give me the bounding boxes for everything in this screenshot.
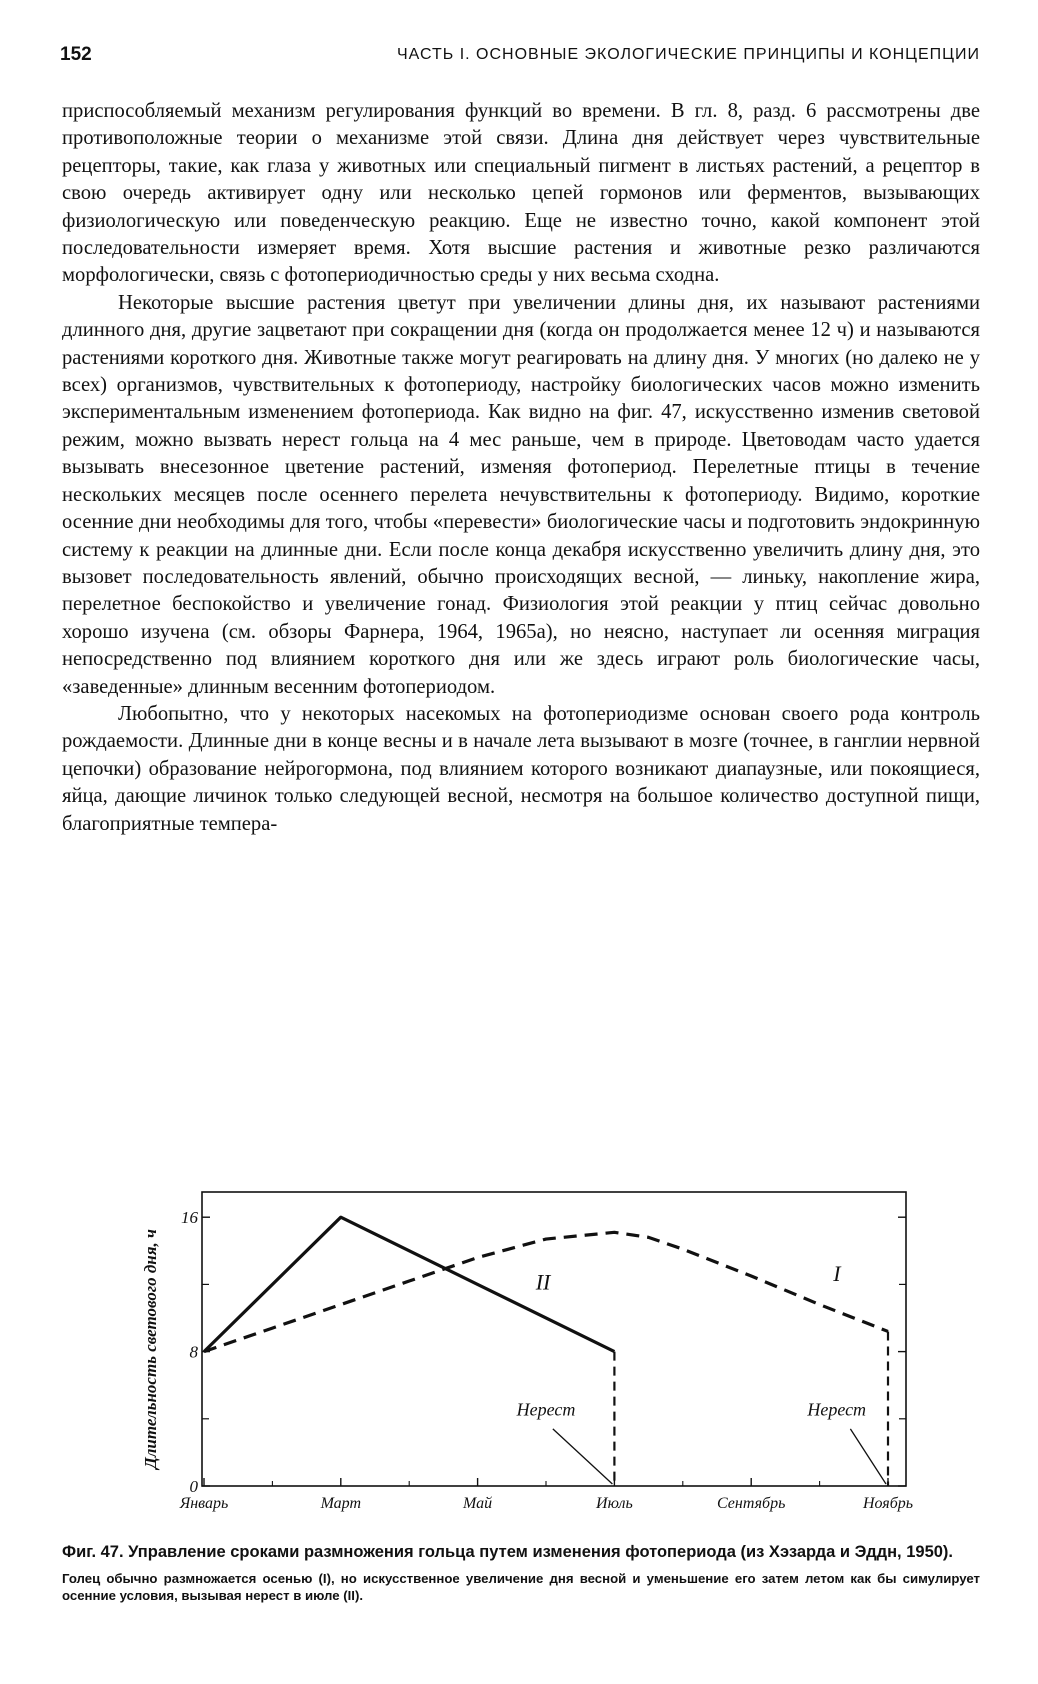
series-label-i: I [833, 1261, 841, 1287]
annotation-spawn-ii: Нерест [516, 1399, 576, 1420]
y-tick-label: 0 [189, 1477, 198, 1496]
x-tick-label: Май [463, 1495, 493, 1512]
body-text [62, 98, 980, 838]
annotation-arrow-ii [553, 1429, 613, 1484]
page-header [60, 44, 980, 74]
y-tick-label: 8 [189, 1342, 198, 1362]
x-tick-label: Январь [179, 1495, 229, 1512]
x-tick-label: Ноябрь [862, 1495, 914, 1512]
paragraph-3: Любопытно, что у некоторых насекомых на фотопериодизме основан своего рода контроль рождаемости. Длинные дни в конце весны и в начале лета вызывают в мозге (точнее, в ганглии нервной цепочки) образование нейрогормона, под влиянием которого возникают диапаузные, или покоящиеся, яйца, дающие личинок только следующей весной, несмотря на большое количество доступной пищи, благоприятные темпера- [62, 702, 980, 835]
paragraph-2: Некоторые высшие растения цветут при увеличении длины дня, их называют растениями длинного дня, другие зацветают при сокращении дня (когда он продолжается менее 12 ч) и называются растениями короткого дня. Животные также могут реагировать на длину дня. У многих (но далеко не у всех) организмов, чувствительных к фотопериоду, настройку биологических часов можно изменить экспериментальным изменением фотопериода. Как видно на фиг. 47, искусственно изменив световой режим, можно вызвать нерест гольца на 4 мес раньше, чем в природе. Цветоводам часто удается вызывать внесезонное цветение растений, изменяя фотопериод. Перелетные птицы в течение нескольких месяцев после осеннего перелета нечувствительны к фотопериоду. Видимо, короткие осенние дни необходимы для того, чтобы «перевести» биологические часы и подготовить эндокринную систему к реакции на длинные дни. Если после конца декабря искусственно увеличить длину дня, это вызовет последовательность явлений, обычно происходящих весной, — линьку, накопление жира, перелетное беспокойство и увеличение гонад. Физиология этой реакции у птиц сейчас довольно хорошо изучена (см. обзоры Фарнера, 1964, 1965а), но неясно, наступает ли осенняя миграция непосредственно под влиянием короткого дня или же здесь играют роль биологические часы, «заведенные» длинным весенним фотопериодом. [62, 291, 980, 698]
page-number: 152 [60, 44, 92, 65]
x-tick-label: Сентябрь [717, 1495, 786, 1512]
paragraph-1: приспособляемый механизм регулирования функций во времени. В гл. 8, разд. 6 рассмотрены две противоположные теории о механизме этой связи. Длина дня действует через чувствительные рецепторы, такие, как глаза у животных или специальный пигмент в листьях растений, а рецептор в свою очередь активирует одну или несколько цепей гормонов или ферментов, вызывающих физиологическую или поведенческую реакцию. Еще не известно точно, какой компонент этой последовательности измеряет время. Хотя высшие растения и животные резко различаются морфологически, связь с фотопериодичностью среды у них весьма сходна. [62, 100, 980, 287]
caption-label: Фиг. 47. [62, 1543, 124, 1561]
daylength-chart [130, 1178, 990, 1530]
plot-frame [202, 1192, 906, 1486]
annotation-spawn-i: Нерест [807, 1399, 867, 1420]
x-tick-label: Март [320, 1495, 362, 1512]
annotation-arrow-i [850, 1429, 886, 1484]
caption-title: Управление сроками размножения гольца путем изменения фотопериода (из Хэзарда и Эддн, 1950). [128, 1543, 954, 1561]
figure-47 [130, 1178, 990, 1530]
y-tick-label: 16 [181, 1208, 198, 1228]
y-axis-label: Длительность светового дня, ч [141, 1229, 160, 1469]
caption-note: Голец обычно размножается осенью (I), но искусственное увеличение дня весной и уменьшение его затем летом как бы симулирует осенние условия, вызывая нерест в июле (II). [62, 1571, 980, 1603]
x-tick-label: Июль [596, 1495, 633, 1512]
caption-main [62, 1542, 980, 1563]
series-label-ii: II [535, 1269, 551, 1295]
running-head: ЧАСТЬ I. ОСНОВНЫЕ ЭКОЛОГИЧЕСКИЕ ПРИНЦИПЫ И КОНЦЕПЦИИ [396, 46, 980, 63]
figure-caption [62, 1542, 980, 1604]
